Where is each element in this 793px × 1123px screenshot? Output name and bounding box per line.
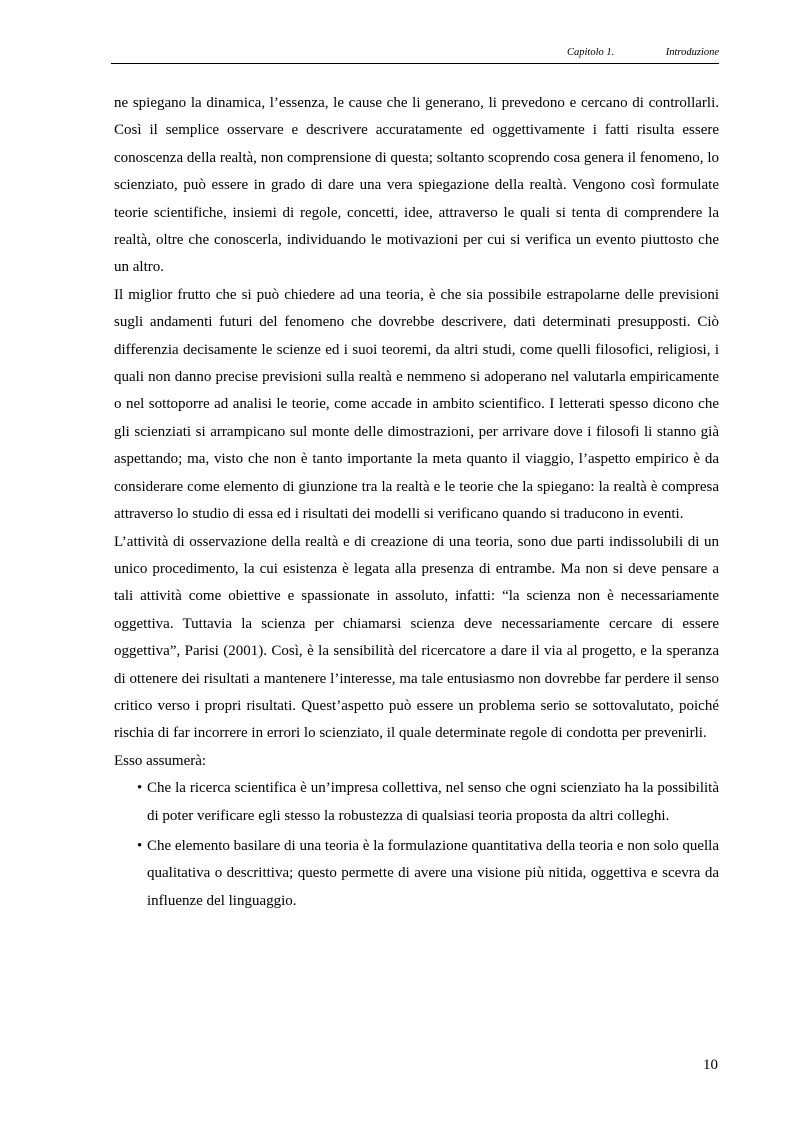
- paragraph-2: Il miglior frutto che si può chiedere ad una teoria, è che sia possibile estrapolarne delle previsioni sugli andamenti futuri del fenomeno che dovrebbe descrivere, dati determinati presupposti. Ciò differenzia decisamente le scienze ed i suoi teoremi, da altri studi, come quelli filosofici, religiosi, i quali non danno precise previsioni sulla realtà e nemmeno si adoperano nel valutarla empiricamente o nel sottoporre ad analisi le teorie, come accade in ambito scientifico. I letterati spesso dicono che gli scienziati si arrampicano sul monte delle dimostrazioni, per arrivare dove i filosofi li stanno già aspettando; ma, visto che non è tanto importante la meta quanto il viaggio, l’aspetto empirico è da considerare come elemento di giunzione tra la realtà e le teorie che la spiegano: la realtà è compresa attraverso lo studio di essa ed i risultati dei modelli si verificano quando si traducono in eventi.: [114, 286, 719, 523]
- header-section: Introduzione: [665, 47, 719, 58]
- bullet-item-1: [114, 775, 719, 830]
- paragraph-1: ne spiegano la dinamica, l’essenza, le cause che li generano, li prevedono e cercano di controllarli. Così il semplice osservare e descrivere accuratamente ed oggettivamente i fatti risulta essere conoscenza della realtà, non comprensione di questa; soltanto scoprendo cosa genera il fenomeno, lo scienziato, può essere in grado di dare una vera spiegazione della realtà. Vengono così formulate teorie scientifiche, insiemi di regole, concetti, idee, attraverso le quali si tenta di comprendere la realtà, oltre che conoscerla, individuando le motivazioni per cui si verifica un evento piuttosto che un altro.: [114, 95, 719, 276]
- body-text: [114, 90, 719, 918]
- page-number: 10: [703, 1057, 718, 1073]
- header-chapter: Capitolo 1.: [567, 47, 615, 58]
- header-rule: [111, 63, 719, 64]
- bullet-item-2: [114, 833, 719, 915]
- paragraph-4: Esso assumerà:: [114, 752, 207, 769]
- bullet-item-text: Che elemento basilare di una teoria è la formulazione quantitativa della teoria e non solo quella qualitativa o descrittiva; questo permette di avere una visione più nitida, oggettiva e scevra da influenze del linguaggio.: [147, 837, 719, 909]
- bullet-icon: •: [137, 780, 143, 797]
- running-header: [111, 47, 719, 61]
- paragraph-3: L’attività di osservazione della realtà e di creazione di una teoria, sono due parti indissolubili di un unico procedimento, la cui esistenza è legata alla presenza di entrambe. Ma non si deve pensare a tali attività come obiettive e spassionate in assoluto, infatti: “la scienza non è necessariamente oggettiva. Tuttavia la scienza per chiamarsi scienza deve necessariamente cercare di essere oggettiva”, Parisi (2001). Così, è la sensibilità del ricercatore a dare il via al progetto, e la speranza di ottenere dei risultati a mantenere l’interesse, ma tale entusiasmo non dovrebbe far perdere il senso critico verso i propri risultati. Quest’aspetto può essere un problema serio se sottovalutato, poiché rischia di far incorrere in errori lo scienziato, il quale determinate regole di condotta per prevenirli.: [114, 533, 719, 742]
- bullet-list: [114, 775, 719, 915]
- bullet-item-text: Che la ricerca scientifica è un’impresa collettiva, nel senso che ogni scienziato ha la possibilità di poter verificare egli stesso la robustezza di qualsiasi teoria proposta da altri colleghi.: [147, 780, 719, 824]
- bullet-icon: •: [137, 837, 143, 854]
